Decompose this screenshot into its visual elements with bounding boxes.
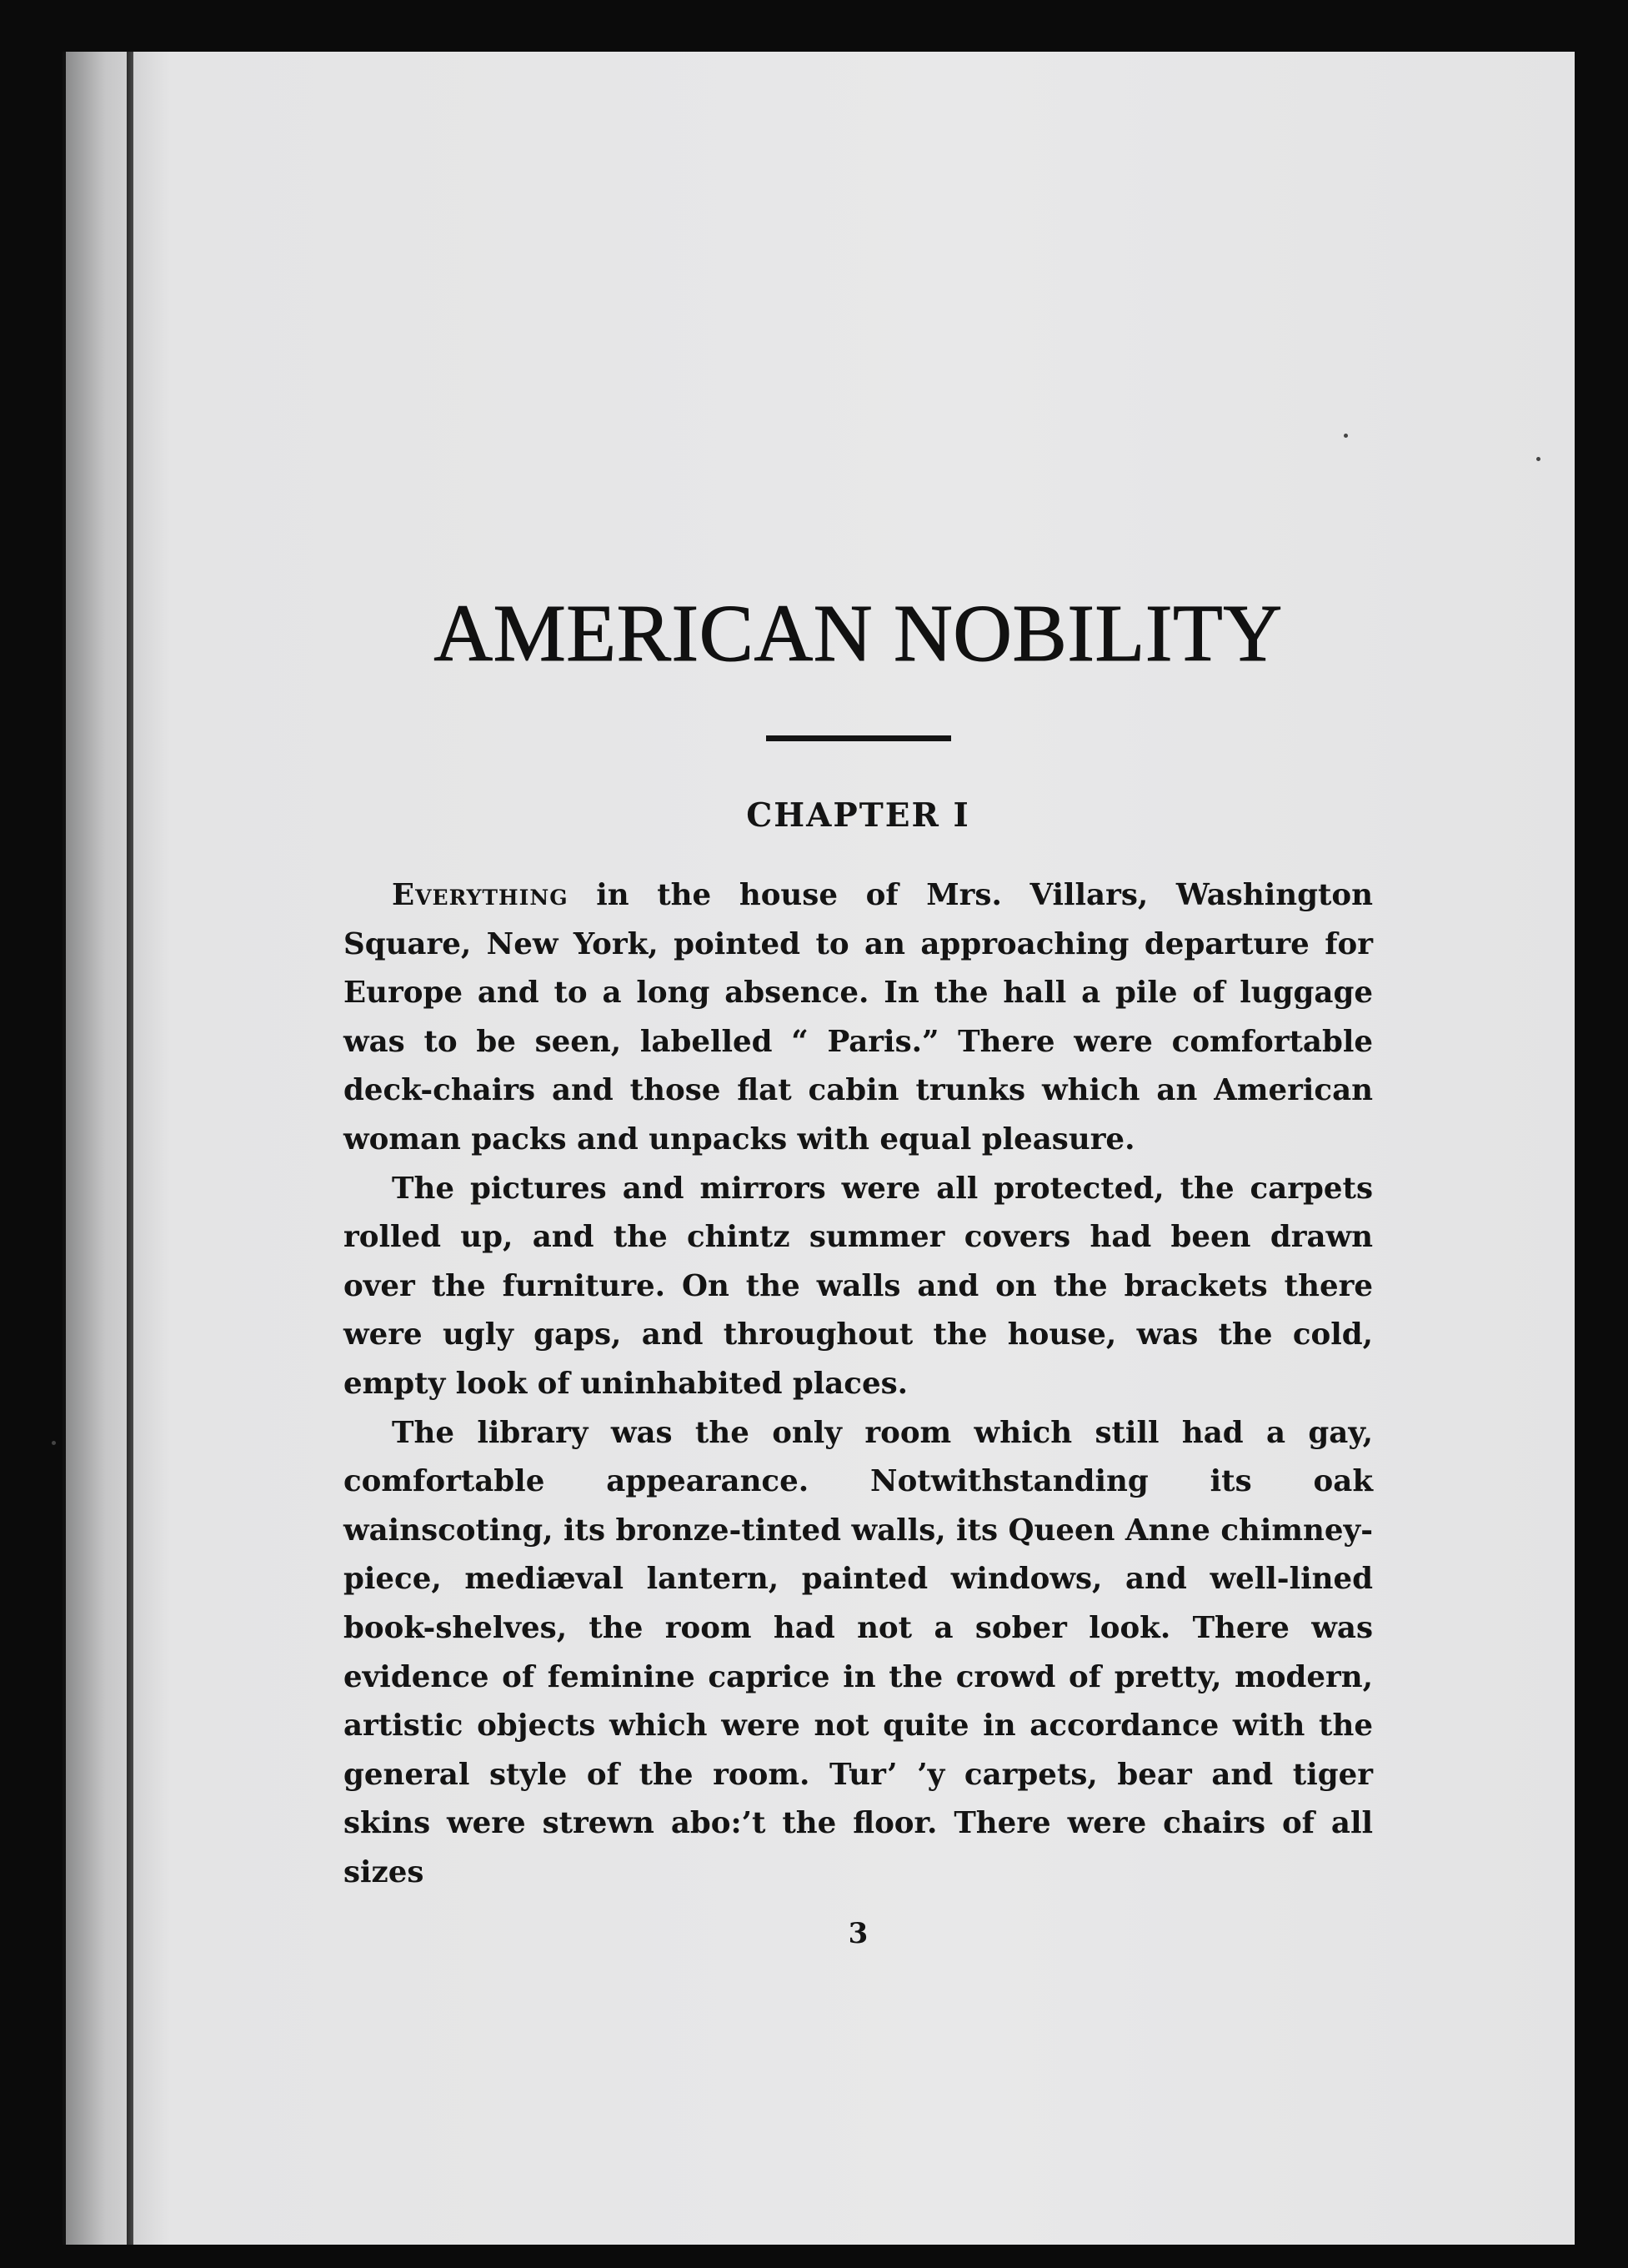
paragraph-1 (343, 871, 1373, 1165)
gutter-shadow (63, 52, 171, 2245)
dust-speck (1536, 457, 1540, 461)
page-content (343, 584, 1373, 1952)
paragraph-1-text: in the house of Mrs. Villars, Washington Square, New York, pointed to an approaching departure for Europe and to a long absence. In the hall a pile of luggage was to be seen, labelled “ Paris.” There were comfortable deck-chairs and those flat cabin trunks which an American woman packs and unpacks with equal pleasure. (343, 878, 1373, 1157)
drop-word: Everything (392, 878, 569, 912)
dust-speck (1344, 434, 1348, 438)
dust-speck (52, 1441, 56, 1445)
page-number: 3 (848, 1917, 869, 1951)
binding-edge (127, 52, 133, 2245)
paragraph-3: The library was the only room which still had a gay, comfortable appearance. Notwithstanding its oak wainscoting, its bronze-tinted walls, its Queen Anne chimney-piece, mediæval lantern, painted windows, and well-lined book-shelves, the room had not a sober look. There was evidence of feminine caprice in the crowd of pretty, modern, artistic objects which were not quite in accordance with the general style of the room. Tur’ ’y carpets, bear and tiger skins were strewn abo:’t the floor. There were chairs of all sizes (343, 1415, 1373, 1889)
chapter-heading: CHAPTER I (746, 796, 970, 835)
book-title: AMERICAN NOBILITY (433, 589, 1283, 679)
paragraph-2: The pictures and mirrors were all protected, the carpets rolled up, and the chintz summer covers had been drawn over the furniture. On the walls and on the brackets there were ugly gaps, and throughout the house, was the cold, empty look of uninhabited places. (343, 1171, 1373, 1401)
body-text (343, 871, 1373, 1897)
title-rule (766, 735, 951, 741)
